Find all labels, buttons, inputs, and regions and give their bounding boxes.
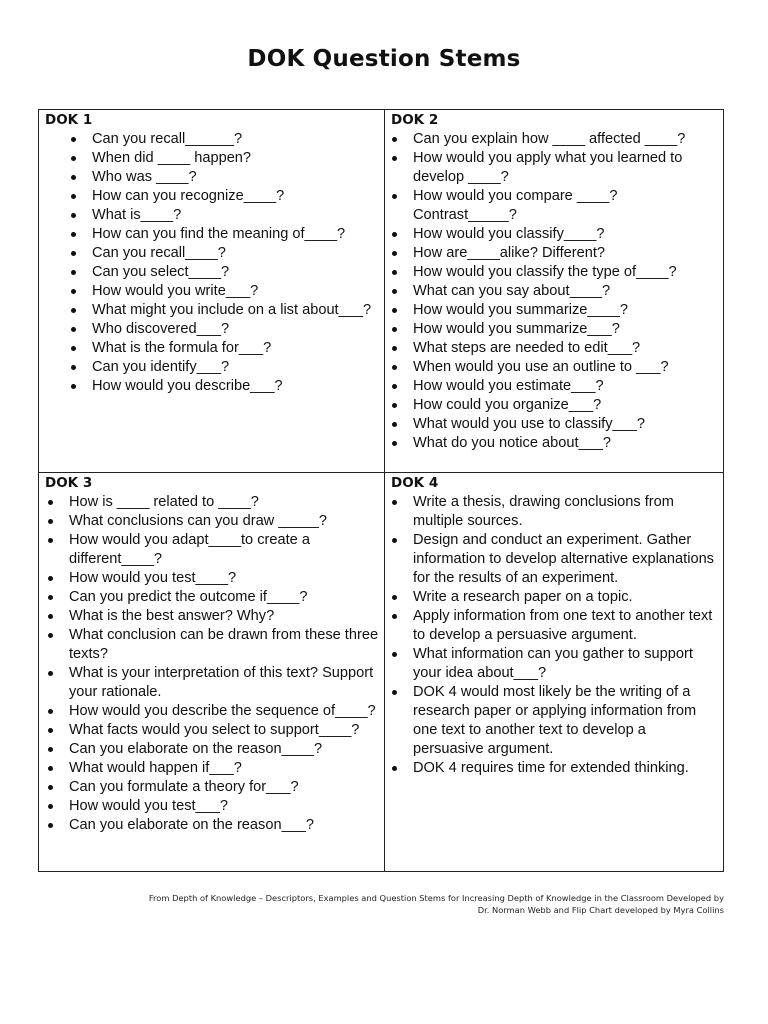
bullet-icon: [392, 500, 397, 505]
list-item-text: How would you estimate___?: [413, 378, 604, 394]
dok4-cell: [385, 473, 723, 871]
list-item: [45, 493, 380, 512]
bullet-icon: [392, 156, 397, 161]
list-item-text: Apply information from one text to another text to develop a persuasive argument.: [413, 608, 713, 643]
bullet-icon: [48, 804, 53, 809]
bullet-icon: [48, 747, 53, 752]
list-item: [45, 759, 380, 778]
bullet-icon: [392, 137, 397, 142]
bullet-icon: [48, 709, 53, 714]
list-item-text: What is the formula for___?: [92, 340, 272, 356]
list-item-text: How would you classify the type of____?: [413, 264, 677, 280]
source-credit-line-1: From Depth of Knowledge – Descriptors, Examples and Question Stems for Increasing Depth of Knowledge in the Classroom Developed by: [148, 893, 724, 903]
bullet-icon: [392, 538, 397, 543]
list-item: [45, 512, 380, 531]
dok2-heading: DOK 2: [391, 112, 439, 128]
list-item: [389, 358, 719, 377]
list-item-text: Design and conduct an experiment. Gather information to develop alternative explanations for the results of an experiment.: [413, 532, 714, 586]
list-item: [389, 339, 719, 358]
list-item: [45, 740, 380, 759]
bullet-icon: [392, 194, 397, 199]
list-item-text: Can you identify___?: [92, 359, 230, 375]
bullet-icon: [48, 671, 53, 676]
list-item: [45, 531, 380, 569]
list-item-text: Who was ____?: [92, 169, 197, 185]
list-item: [389, 225, 719, 244]
bullet-icon: [71, 270, 76, 275]
list-item: [45, 721, 380, 740]
list-item-text: What would you use to classify___?: [413, 416, 646, 432]
bullet-icon: [71, 213, 76, 218]
list-item-text: When did ____ happen?: [92, 150, 252, 166]
bullet-icon: [71, 156, 76, 161]
dok1-list: [68, 130, 380, 396]
dok-table: [38, 109, 724, 872]
list-item-text: How would you apply what you learned to develop ____?: [413, 150, 683, 185]
bullet-icon: [392, 403, 397, 408]
bullet-icon: [71, 232, 76, 237]
list-item-text: How could you organize___?: [413, 397, 602, 413]
list-item: [389, 683, 719, 759]
list-item: [68, 187, 380, 206]
list-item: [45, 569, 380, 588]
bullet-icon: [71, 346, 76, 351]
bullet-icon: [48, 576, 53, 581]
bullet-icon: [392, 232, 397, 237]
list-item-text: Can you recall______?: [92, 131, 243, 147]
bullet-icon: [48, 823, 53, 828]
dok3-list: [45, 493, 380, 835]
bullet-icon: [48, 538, 53, 543]
list-item-text: Who discovered___?: [92, 321, 230, 337]
bullet-icon: [392, 346, 397, 351]
source-credit: [149, 892, 724, 916]
list-item-text: Can you formulate a theory for___?: [69, 779, 299, 795]
list-item: [68, 168, 380, 187]
list-item: [68, 206, 380, 225]
list-item-text: How would you classify____?: [413, 226, 605, 242]
list-item-text: How would you adapt____to create a different____?: [69, 532, 310, 567]
bullet-icon: [392, 384, 397, 389]
bullet-icon: [71, 308, 76, 313]
bullet-icon: [48, 500, 53, 505]
list-item: [389, 531, 719, 588]
list-item-text: How are____alike? Different?: [413, 245, 605, 261]
list-item: [68, 358, 380, 377]
list-item-text: What facts would you select to support____?: [69, 722, 360, 738]
list-item-text: What would happen if___?: [69, 760, 242, 776]
bullet-icon: [71, 327, 76, 332]
dok3-heading: DOK 3: [45, 475, 93, 491]
list-item: [389, 282, 719, 301]
list-item: [389, 434, 719, 453]
list-item-text: What is your interpretation of this text? Support your rationale.: [69, 665, 374, 700]
bullet-icon: [392, 690, 397, 695]
list-item: [389, 493, 719, 531]
bullet-icon: [48, 595, 53, 600]
list-item: [389, 607, 719, 645]
list-item: [45, 626, 380, 664]
list-item: [389, 263, 719, 282]
dok2-list: [389, 130, 719, 453]
list-item: [68, 320, 380, 339]
list-item: [389, 396, 719, 415]
bullet-icon: [392, 614, 397, 619]
list-item: [68, 282, 380, 301]
list-item-text: Can you select____?: [92, 264, 230, 280]
list-item-text: DOK 4 requires time for extended thinking.: [413, 760, 689, 776]
dok4-heading: DOK 4: [391, 475, 439, 491]
list-item-text: What is____?: [92, 207, 182, 223]
bullet-icon: [71, 365, 76, 370]
list-item: [389, 588, 719, 607]
bullet-icon: [71, 137, 76, 142]
list-item: [68, 225, 380, 244]
list-item: [68, 377, 380, 396]
list-item-text: When would you use an outline to ___?: [413, 359, 669, 375]
bullet-icon: [71, 251, 76, 256]
list-item-text: How would you test___?: [69, 798, 229, 814]
list-item-text: What steps are needed to edit___?: [413, 340, 641, 356]
list-item-text: How is ____ related to ____?: [69, 494, 259, 510]
list-item: [45, 588, 380, 607]
bullet-icon: [392, 251, 397, 256]
list-item: [45, 797, 380, 816]
list-item: [389, 301, 719, 320]
list-item-text: What is the best answer? Why?: [69, 608, 275, 624]
list-item-text: How would you describe___?: [92, 378, 283, 394]
bullet-icon: [71, 384, 76, 389]
bullet-icon: [392, 327, 397, 332]
bullet-icon: [392, 652, 397, 657]
list-item: [389, 187, 719, 225]
list-item: [68, 244, 380, 263]
dok4-list: [389, 493, 719, 778]
list-item-text: What information can you gather to support your idea about___?: [413, 646, 693, 681]
bullet-icon: [48, 728, 53, 733]
page-title: DOK Question Stems: [247, 46, 521, 72]
list-item-text: What might you include on a list about___?: [92, 302, 372, 318]
list-item-text: What conclusions can you draw _____?: [69, 513, 327, 529]
dok1-heading: DOK 1: [45, 112, 93, 128]
list-item: [45, 702, 380, 721]
list-item-text: What conclusion can be drawn from these three texts?: [69, 627, 379, 662]
list-item: [389, 415, 719, 434]
list-item-text: How would you compare ____? Contrast_____?: [413, 188, 618, 223]
list-item: [45, 778, 380, 797]
dok1-cell: [39, 110, 384, 472]
list-item: [45, 816, 380, 835]
list-item-text: Can you elaborate on the reason____?: [69, 741, 323, 757]
list-item: [389, 377, 719, 396]
list-item-text: How would you describe the sequence of____?: [69, 703, 376, 719]
bullet-icon: [48, 519, 53, 524]
list-item-text: How can you recognize____?: [92, 188, 285, 204]
list-item: [68, 149, 380, 168]
list-item: [68, 339, 380, 358]
list-item-text: How would you write___?: [92, 283, 259, 299]
bullet-icon: [71, 175, 76, 180]
list-item: [389, 759, 719, 778]
list-item: [389, 645, 719, 683]
bullet-icon: [48, 785, 53, 790]
bullet-icon: [48, 614, 53, 619]
list-item: [389, 320, 719, 339]
list-item-text: How can you find the meaning of____?: [92, 226, 346, 242]
list-item: [68, 301, 380, 320]
bullet-icon: [392, 308, 397, 313]
list-item-text: How would you test____?: [69, 570, 237, 586]
bullet-icon: [392, 766, 397, 771]
bullet-icon: [392, 270, 397, 275]
list-item-text: What do you notice about___?: [413, 435, 611, 451]
list-item-text: Can you predict the outcome if____?: [69, 589, 308, 605]
dok3-cell: [39, 473, 384, 871]
bullet-icon: [392, 441, 397, 446]
bullet-icon: [392, 422, 397, 427]
bullet-icon: [392, 289, 397, 294]
bullet-icon: [392, 365, 397, 370]
list-item-text: Write a research paper on a topic.: [413, 589, 633, 605]
list-item: [389, 149, 719, 187]
list-item: [389, 130, 719, 149]
list-item: [68, 263, 380, 282]
list-item-text: Can you elaborate on the reason___?: [69, 817, 315, 833]
list-item: [45, 607, 380, 626]
list-item-text: Can you explain how ____ affected ____?: [413, 131, 686, 147]
list-item: [68, 130, 380, 149]
source-credit-line-2: Dr. Norman Webb and Flip Chart developed by Myra Collins: [477, 905, 724, 915]
bullet-icon: [71, 194, 76, 199]
list-item-text: How would you summarize____?: [413, 302, 628, 318]
list-item: [389, 244, 719, 263]
bullet-icon: [71, 289, 76, 294]
dok2-cell: [385, 110, 723, 472]
list-item-text: DOK 4 would most likely be the writing of a research paper or applying information from one text to another text to develop a persuasive argument.: [413, 684, 697, 757]
bullet-icon: [48, 766, 53, 771]
list-item-text: Can you recall____?: [92, 245, 226, 261]
bullet-icon: [392, 595, 397, 600]
list-item-text: Write a thesis, drawing conclusions from multiple sources.: [413, 494, 674, 529]
bullet-icon: [48, 633, 53, 638]
list-item-text: What can you say about____?: [413, 283, 611, 299]
list-item-text: How would you summarize___?: [413, 321, 620, 337]
list-item: [45, 664, 380, 702]
